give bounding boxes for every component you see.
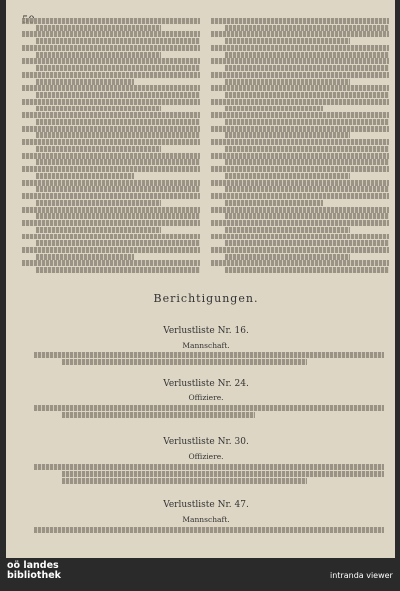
right-column-illegible-text [211, 18, 389, 274]
correction-entry [34, 352, 384, 366]
list-subheading: Offiziere. [188, 452, 224, 461]
correction-entry [34, 464, 384, 485]
scanned-page [6, 0, 395, 558]
correction-entry [34, 527, 384, 534]
list-heading: Verlustliste Nr. 16. [163, 326, 249, 336]
list-subheading: Mannschaft. [182, 341, 230, 350]
list-heading: Verlustliste Nr. 24. [163, 379, 249, 389]
list-heading: Verlustliste Nr. 47. [163, 500, 249, 510]
viewer-label: intranda viewer [330, 571, 393, 580]
correction-entry [34, 405, 384, 419]
left-column-illegible-text [22, 18, 200, 274]
section-title: Berichtigungen. [153, 292, 259, 305]
logo-line-1: oö landes [7, 560, 59, 571]
library-logo[interactable] [7, 561, 61, 581]
logo-line-2: bibliothek [7, 570, 61, 581]
list-subheading: Offiziere. [188, 393, 224, 402]
list-heading: Verlustliste Nr. 30. [163, 437, 249, 447]
list-subheading: Mannschaft. [182, 515, 230, 524]
